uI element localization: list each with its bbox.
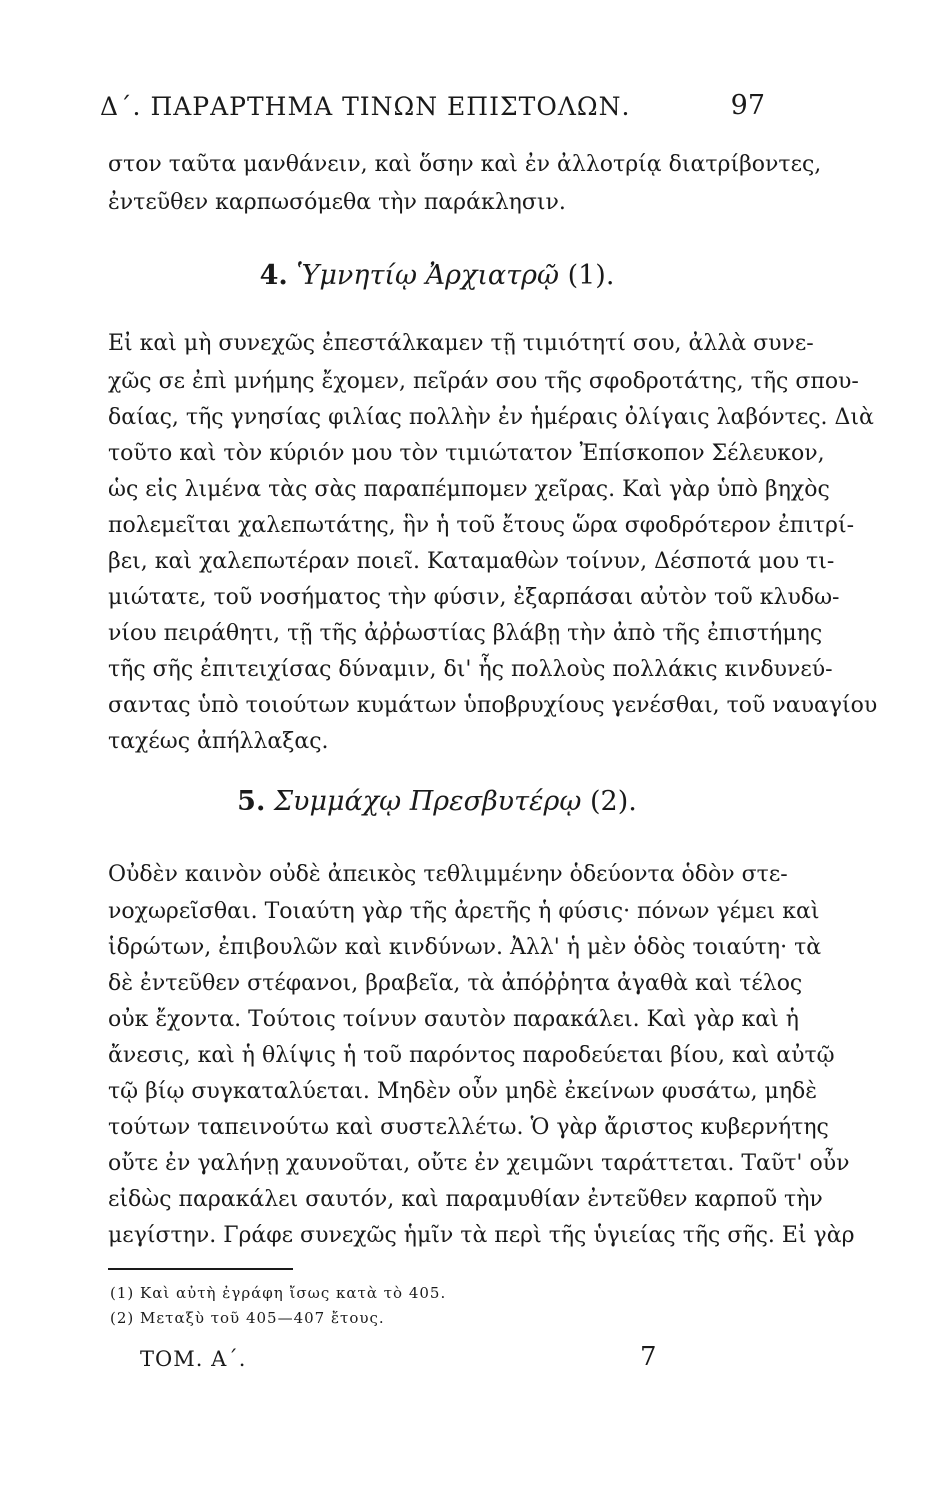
text-line: δὲ ἐντεῦθεν στέφανοι, βραβεῖα, τὰ ἀπόῤῥητα ἀγαθὰ καὶ τέλος <box>108 971 803 996</box>
text-line: ὡς εἰς λιμένα τὰς σὰς παραπέμπομεν χεῖρας. Καὶ γὰρ ὑπὸ βηχὸς <box>108 477 830 502</box>
text-line: σαντας ὑπὸ τοιούτων κυμάτων ὑποβρυχίους γενέσθαι, τοῦ ναυαγίου <box>108 693 878 718</box>
text-line: μεγίστην. Γράφε συνεχῶς ἡμῖν τὰ περὶ τῆς ὑγιείας τῆς σῆς. Εἰ γὰρ <box>108 1223 855 1248</box>
text-line: πολεμεῖται χαλεπωτάτης, ἣν ἡ τοῦ ἔτους ὥρα σφοδρότερον ἐπιτρί- <box>108 513 855 538</box>
text-line: οὐκ ἔχοντα. Τούτοις τοίνυν σαυτὸν παρακάλει. Καὶ γὰρ καὶ ἡ <box>108 1007 799 1032</box>
letter-number: 5. <box>237 786 266 817</box>
volume-signature: ΤΟΜ. Α΄. <box>140 1347 247 1371</box>
footnote-divider <box>108 1268 293 1270</box>
text-line: δαίας, τῆς γνησίας φιλίας πολλὴν ἐν ἡμέραις ὀλίγαις λαβόντες. Διὰ <box>108 405 874 430</box>
letter-recipient: Συμμάχῳ Πρεσβυτέρῳ <box>273 786 582 817</box>
letter-heading <box>108 260 766 291</box>
text-line: τῷ βίῳ συγκαταλύεται. Μηδὲν οὖν μηδὲ ἐκείνων φυσάτω, μηδὲ <box>108 1079 818 1104</box>
text-line: νοχωρεῖσθαι. Τοιαύτη γὰρ τῆς ἀρετῆς ἡ φύσις· πόνων γέμει καὶ <box>108 899 820 924</box>
footnote-reference: (2). <box>590 786 637 817</box>
signature-number: 7 <box>640 1342 657 1372</box>
running-title: Δ΄. ΠΑΡΑΡΤΗΜΑ ΤΙΝΩΝ ΕΠΙΣΤΟΛΩΝ. <box>100 92 631 121</box>
text-line: στον ταῦτα μανθάνειν, καὶ ὅσην καὶ ἐν ἀλλοτρίᾳ διατρίβοντες, <box>108 152 822 177</box>
letter-number: 4. <box>259 260 288 291</box>
page-number: 97 <box>730 90 765 121</box>
text-line: ταχέως ἀπήλλαξας. <box>108 729 329 754</box>
text-line: νίου πειράθητι, τῇ τῆς ἀῤῥωστίας βλάβῃ τὴν ἀπὸ τῆς ἐπιστήμης <box>108 621 823 646</box>
text-line: μιώτατε, τοῦ νοσήματος τὴν φύσιν, ἐξαρπάσαι αὐτὸν τοῦ κλυδω- <box>108 585 840 610</box>
text-line: βει, καὶ χαλεπωτέραν ποιεῖ. Καταμαθὼν τοίνυν, Δέσποτά μου τι- <box>108 549 835 574</box>
text-line: Οὐδὲν καινὸν οὐδὲ ἀπεικὸς τεθλιμμένην ὁδεύοντα ὁδὸν στε- <box>108 862 788 887</box>
footnote-reference: (1). <box>567 260 615 291</box>
text-line: τοῦτο καὶ τὸν κύριόν μου τὸν τιμιώτατον Ἐπίσκοπον Σέλευκον, <box>108 441 825 466</box>
text-line: ἄνεσις, καὶ ἡ θλίψις ἡ τοῦ παρόντος παροδεύεται βίου, καὶ αὐτῷ <box>108 1043 835 1068</box>
text-line: χῶς σε ἐπὶ μνήμης ἔχομεν, πεῖράν σου τῆς σφοδροτάτης, τῆς σπου- <box>108 369 859 394</box>
footnote: (1) Καὶ αὐτὴ ἐγράφη ἴσως κατὰ τὸ 405. <box>110 1284 447 1302</box>
text-line: Εἰ καὶ μὴ συνεχῶς ἐπεστάλκαμεν τῇ τιμιότητί σου, ἀλλὰ συνε- <box>108 331 814 356</box>
text-line: τούτων ταπεινούτω καὶ συστελλέτω. Ὁ γὰρ ἄριστος κυβερνήτης <box>108 1115 829 1140</box>
letter-heading <box>108 786 766 817</box>
text-line: εἰδὼς παρακάλει σαυτόν, καὶ παραμυθίαν ἐντεῦθεν καρποῦ τὴν <box>108 1187 823 1212</box>
page-header <box>100 92 765 136</box>
footnote: (2) Μεταξὺ τοῦ 405—407 ἔτους. <box>110 1309 385 1327</box>
text-line: ἐντεῦθεν καρπωσόμεθα τὴν παράκλησιν. <box>108 190 566 215</box>
letter-recipient: Ὑμνητίῳ Ἀρχιατρῷ <box>296 260 559 291</box>
text-line: ἱδρώτων, ἐπιβουλῶν καὶ κινδύνων. Ἀλλ' ἡ μὲν ὁδὸς τοιαύτη· τὰ <box>108 935 822 960</box>
text-line: τῆς σῆς ἐπιτειχίσας δύναμιν, δι' ἧς πολλοὺς πολλάκις κινδυνεύ- <box>108 657 833 682</box>
text-line: οὔτε ἐν γαλήνῃ χαυνοῦται, οὔτε ἐν χειμῶνι ταράττεται. Ταῦτ' οὖν <box>108 1151 850 1176</box>
